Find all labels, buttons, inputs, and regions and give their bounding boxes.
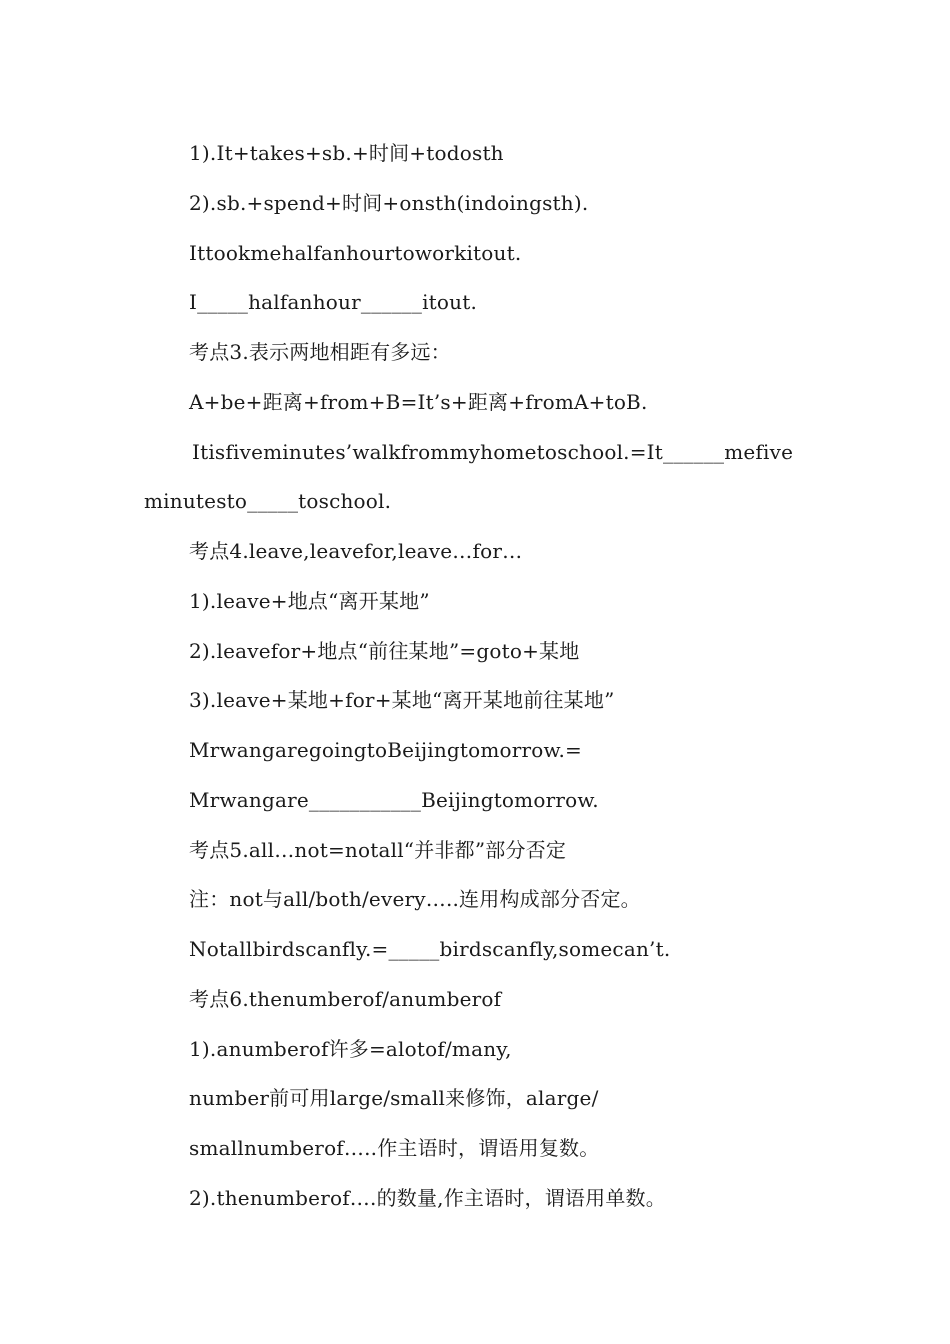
text-line: 注：not与all/both/every…..连用构成部分否定。 xyxy=(189,887,641,911)
text-line: 2).thenumberof….的数量,作主语时，谓语用单数。 xyxy=(189,1186,666,1210)
text-line: Notallbirdscanfly.=_____birdscanfly,somecan’t. xyxy=(189,937,671,961)
text-line: I_____halfanhour______itout. xyxy=(189,290,478,314)
text-line: 1).leave+地点“离开某地” xyxy=(189,589,430,613)
section-heading: 考点4.leave,leavefor,leave…for… xyxy=(189,539,523,563)
text-line: 1).It+takes+sb.+时间+todosth xyxy=(189,141,504,165)
text-line: minutesto_____toschool. xyxy=(144,489,392,513)
text-line: 2).leavefor+地点“前往某地”=goto+某地 xyxy=(189,639,580,663)
text-line: smallnumberof…..作主语时，谓语用复数。 xyxy=(189,1136,600,1160)
section-heading: 考点6.thenumberof/anumberof xyxy=(189,987,502,1011)
text-line: 3).leave+某地+for+某地“离开某地前往某地” xyxy=(189,688,615,712)
text-line: 1).anumberof许多=alotof/many, xyxy=(189,1037,512,1061)
text-line: MrwangaregoingtoBeijingtomorrow.= xyxy=(189,738,583,762)
section-heading: 考点3.表示两地相距有多远： xyxy=(189,340,451,364)
text-line: Mrwangare___________Beijingtomorrow. xyxy=(189,788,599,812)
text-line: Itisfiveminutes’walkfrommyhometoschool.=It______mefive xyxy=(192,440,794,464)
text-line: number前可用large/small来修饰，alarge/ xyxy=(189,1086,599,1110)
text-line: 2).sb.+spend+时间+onsth(indoingsth). xyxy=(189,191,589,215)
text-line: A+be+距离+from+B=It’s+距离+fromA+toB. xyxy=(189,390,648,414)
text-line: Ittookmehalfanhourtoworkitout. xyxy=(189,241,522,265)
section-heading: 考点5.all…not=notall“并非都”部分否定 xyxy=(189,838,567,862)
